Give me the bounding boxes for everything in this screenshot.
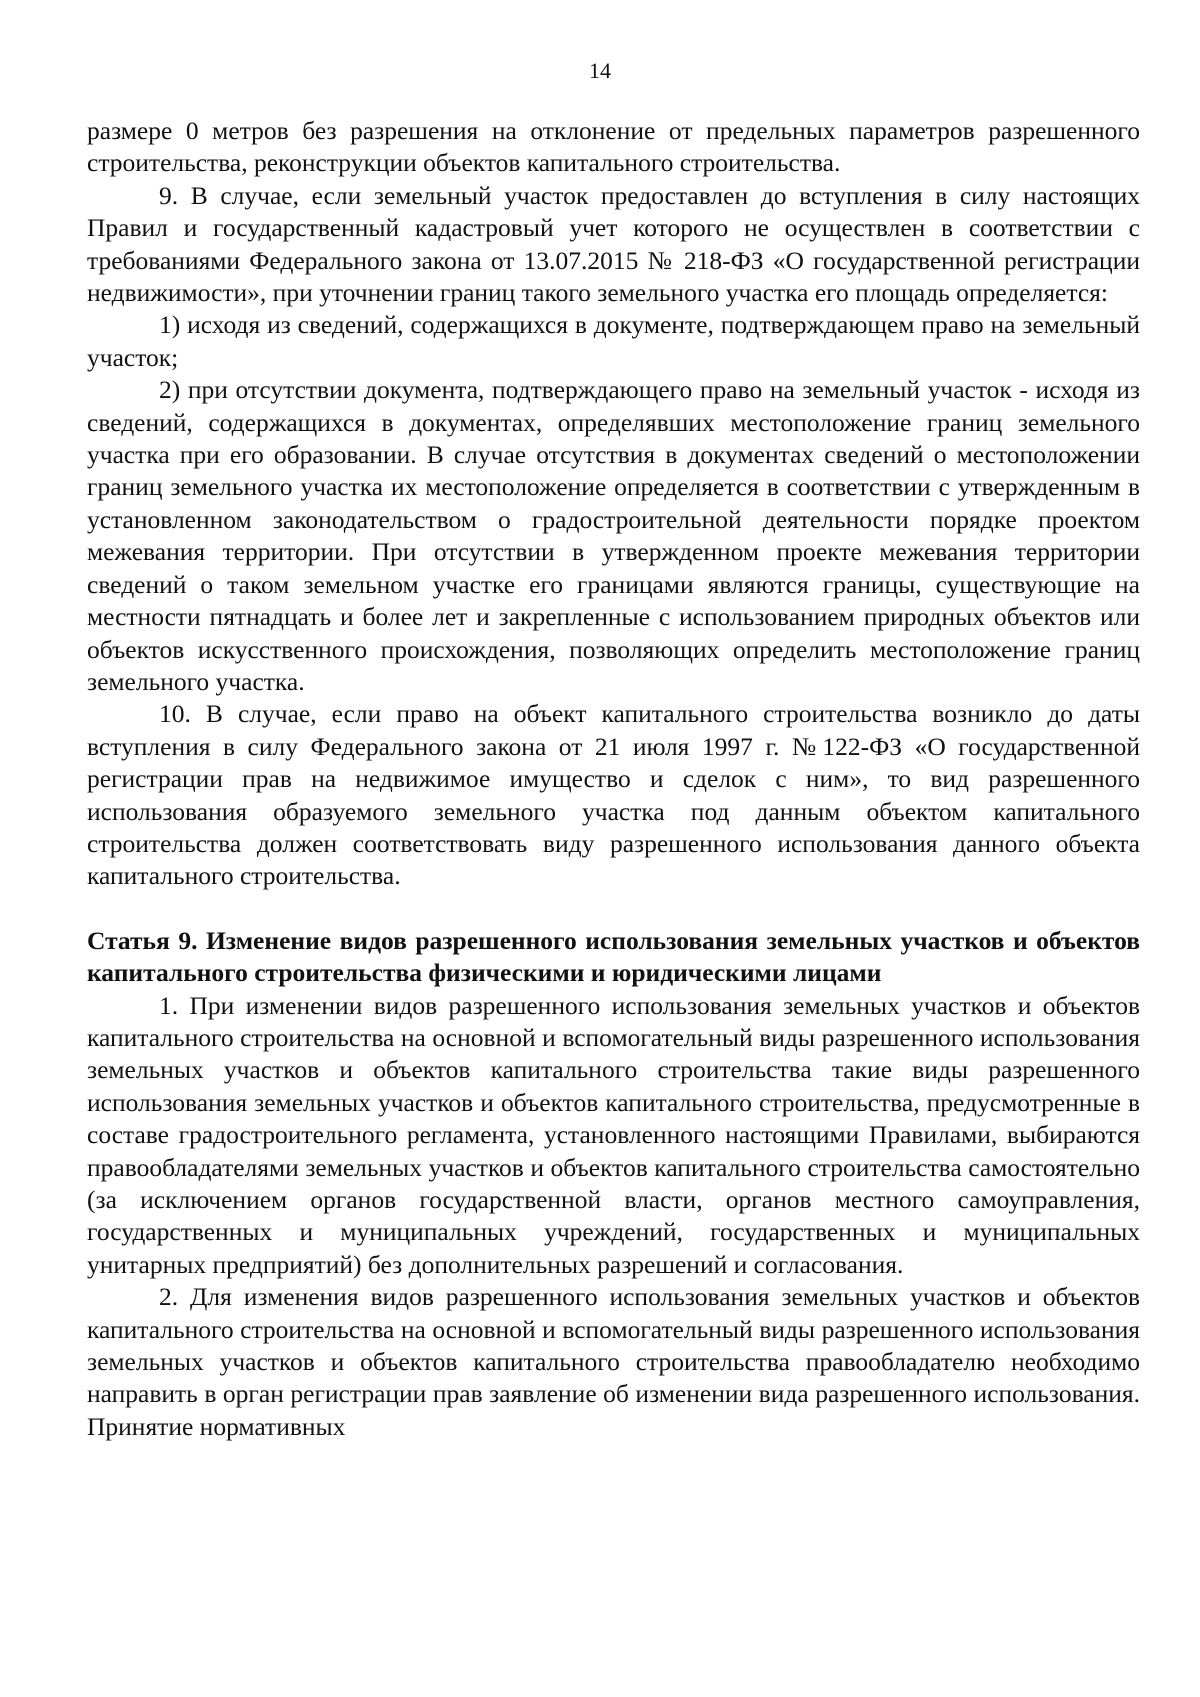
paragraph-item-10: 10. В случае, если право на объект капитального строительства возникло до даты вступления в силу Федерального закона от 21 июля 1997 г. №122-ФЗ «О государственной регистрации прав на недвижимое имущество и сделок с ним», то вид разрешенного использования образуемого земельного участка под данным объектом капитального строительства должен соответствовать виду разрешенного использования данного объекта капитального строительства. (87, 699, 1140, 891)
paragraph-item-9: 9. В случае, если земельный участок предоставлен до вступления в силу настоящих Правил и государственный кадастровый учет которого не осуществлен в соответствии с требованиями Федерального закона от 13.07.2015 № 218-ФЗ «О государственной регистрации недвижимости», при уточнении границ такого земельного участка его площадь определяется: (87, 180, 1140, 308)
article-paragraph-1: 1. При изменении видов разрешенного использования земельных участков и объектов капитального строительства на основной и вспомогательный виды разрешенного использования земельных участков и объектов капитального строительства такие виды разрешенного использования земельных участков и объектов капитального строительства, предусмотренные в составе градостроительного регламента, установленного настоящими Правилами, выбираются правообладателями земельных участков и объектов капитального строительства самостоятельно (за исключением органов государственной власти, органов местного самоуправления, государственных и муниципальных учреждений, государственных и муниципальных унитарных предприятий) без дополнительных разрешений и согласования. (87, 990, 1140, 1279)
document-body (87, 115, 1140, 1443)
page-number: 14 (589, 58, 611, 83)
article-paragraph-2: 2. Для изменения видов разрешенного использования земельных участков и объектов капитального строительства на основной и вспомогательный виды разрешенного использования земельных участков и объектов капитального строительства правообладателю необходимо направить в орган регистрации прав заявление об изменении вида разрешенного использования. Принятие нормативных (87, 1282, 1140, 1441)
paragraph-item-9-subitem-2: 2) при отсутствии документа, подтверждающего право на земельный участок - исходя из сведений, содержащихся в документах, определявших местоположение границ земельного участка при его образовании. В случае отсутствия в документах сведений о местоположении границ земельного участка их местоположение определяется в соответствии с утвержденным в установленном законодательством о градостроительной деятельности порядке проектом межевания территории. При отсутствии в утвержденном проекте межевания территории сведений о таком земельном участке его границами являются границы, существующие на местности пятнадцать и более лет и закрепленные с использованием природных объектов или объектов искусственного происхождения, позволяющих определить местоположение границ земельного участка. (87, 375, 1140, 696)
paragraph-item-9-subitem-1: 1) исходя из сведений, содержащихся в документе, подтверждающем право на земельный участок; (87, 310, 1140, 372)
article-heading: Статья 9. Изменение видов разрешенного использования земельных участков и объектов капитального строительства физическими и юридическими лицами (87, 925, 1140, 988)
paragraph-continuation: размере 0 метров без разрешения на отклонение от предельных параметров разрешенного строительства, реконструкции объектов капитального строительства. (87, 116, 1140, 178)
